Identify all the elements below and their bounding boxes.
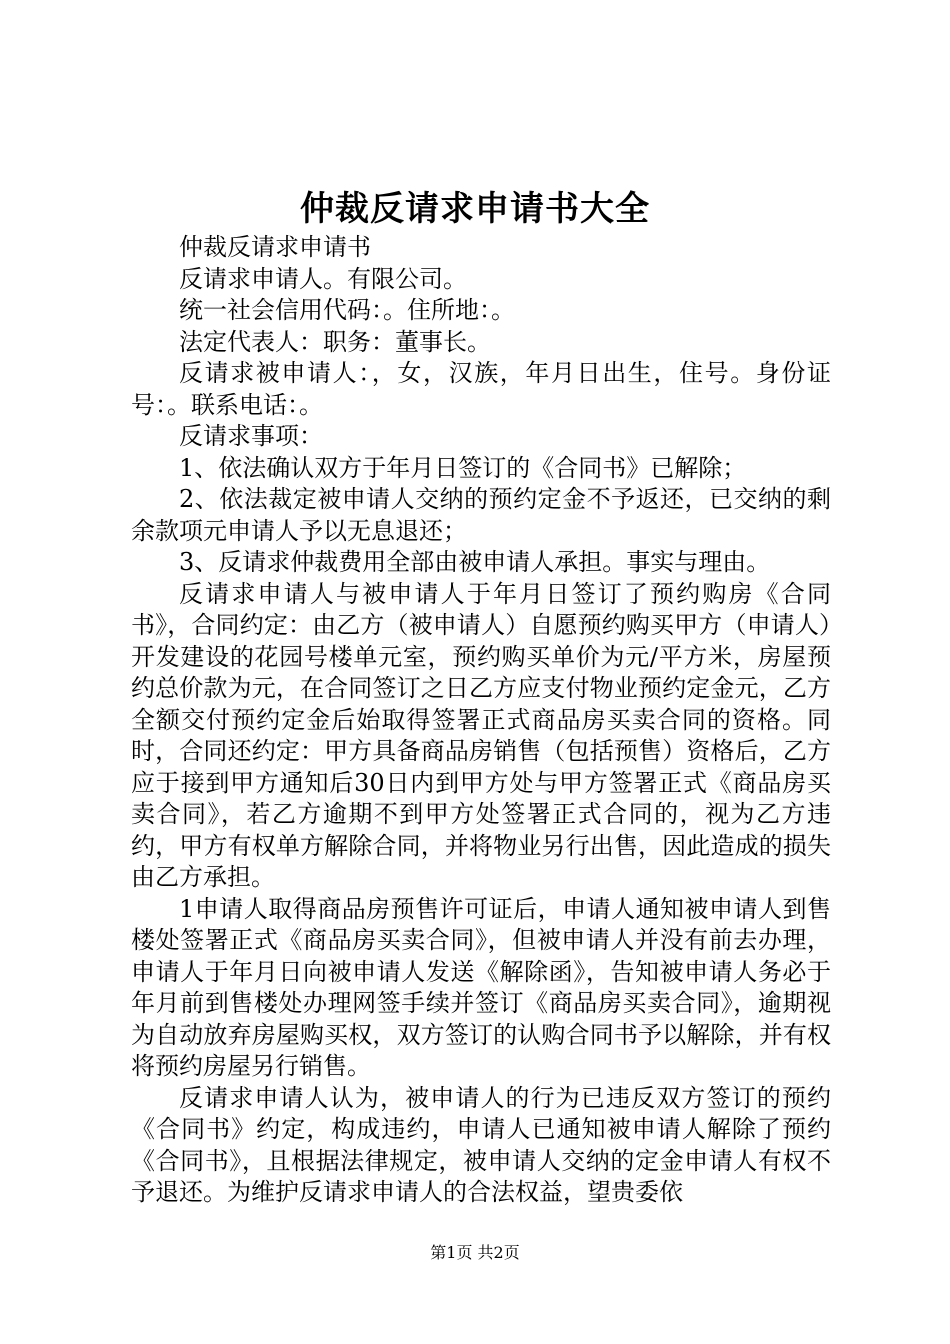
document-body: [131, 232, 831, 1209]
paragraph: 反请求事项：: [179, 422, 323, 450]
paragraph: 法定代表人：职务：董事长。: [179, 327, 491, 356]
paragraph: 统一社会信用代码：。住所地：。: [179, 296, 515, 324]
paragraph: 1申请人取得商品房预售许可证后，申请人通知被申请人到售楼处签署正式《商品房买卖合同》，但被申请人并没有前去办理，申请人于年月日向被申请人发送《解除函》，告知被申请人务必于年月前到售楼处办理网签手续并签订《商品房买卖合同》，逾期视为自动放弃房屋购买权，双方签订的认购合同书予以解除，并有权将预约房屋另行销售。: [131, 894, 831, 1080]
paragraph: 3、反请求仲裁费用全部由被申请人承担。事实与理由。: [179, 548, 771, 576]
document-title: 仲裁反请求申请书大全: [300, 189, 650, 229]
paragraph: 仲裁反请求申请书: [179, 233, 371, 261]
paragraph: 反请求被申请人：，女，汉族，年月日出生，住号。身份证号：。联系电话：。: [131, 359, 831, 419]
paragraph: 2、依法裁定被申请人交纳的预约定金不予返还，已交纳的剩余款项元申请人予以无息退还；: [131, 485, 831, 545]
paragraph: 1、依法确认双方于年月日签订的《合同书》已解除；: [179, 453, 747, 482]
paragraph: 反请求申请人。有限公司。: [179, 264, 467, 293]
paragraph: 反请求申请人与被申请人于年月日签订了预约购房《合同书》，合同约定：由乙方（被申请人）自愿预约购买甲方（申请人）开发建设的花园号楼单元室，预约购买单价为元/平方米，房屋预约总价款为元，在合同签订之日乙方应支付物业预约定金元，乙方全额交付预约定金后始取得签署正式商品房买卖合同的资格。同时，合同还约定：甲方具备商品房销售（包括预售）资格后，乙方应于接到甲方通知后30日内到甲方处与甲方签署正式《商品房买卖合同》，若乙方逾期不到甲方处签署正式合同的，视为乙方违约，甲方有权单方解除合同，并将物业另行出售，因此造成的损失由乙方承担。: [131, 579, 831, 891]
paragraph: 反请求申请人认为，被申请人的行为已违反双方签订的预约《合同书》约定，构成违约，申请人已通知被申请人解除了预约《合同书》，且根据法律规定，被申请人交纳的定金申请人有权不予退还。为维护反请求申请人的合法权益，望贵委依: [131, 1083, 831, 1206]
page-footer: 第1页 共2页: [430, 1243, 520, 1262]
